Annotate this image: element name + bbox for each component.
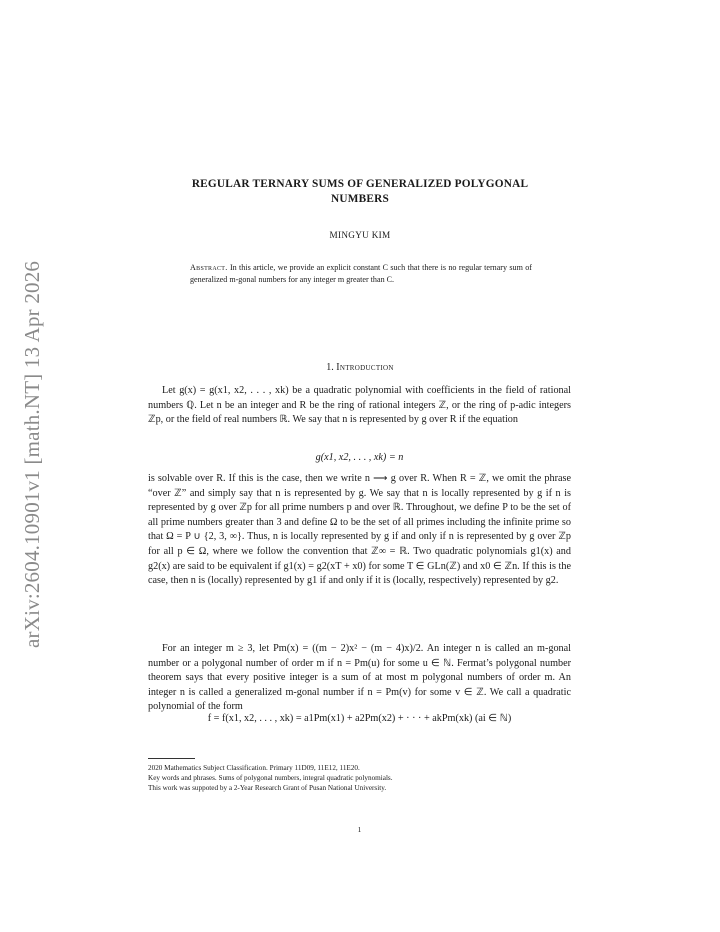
section-title: Introduction — [336, 362, 394, 373]
footnote-keywords: Key words and phrases. Sums of polygonal numbers, integral quadratic polynomials. — [148, 774, 393, 782]
footnote-funding: This work was suppoted by a 2-Year Research Grant of Pusan National University. — [148, 784, 387, 792]
footnote-divider — [148, 758, 195, 759]
paragraph-definition-represented: Let g(x) = g(x1, x2, . . . , xk) be a quadratic polynomial with coefficients in the field of rational numbers ℚ. Let n be an integer and R be the ring of rational integers ℤ, or the ring of p-adic integers ℤp, or the field of real numbers ℝ. We say that n is represented by g over R if the equation — [148, 385, 571, 426]
abstract — [190, 262, 532, 285]
footnotes — [148, 763, 571, 793]
paper-title — [140, 177, 580, 207]
title-line-2: NUMBERS — [331, 193, 389, 205]
abstract-text: In this article, we provide an explicit constant C such that there is no regular ternary sum of generalized m-gonal numbers for any integer m greater than C. — [190, 263, 532, 284]
paragraph-polygonal-numbers: For an integer m ≥ 3, let Pm(x) = ((m − 2)x² − (m − 4)x)/2. An integer n is called an m-gonal number or a polygonal number of order m if n = Pm(u) for some u ∈ ℕ. Fermat’s polygonal number theorem says that every positive integer is a sum of at most m polygonal numbers of order m. An integer n is called a generalized m-gonal number if n = Pm(v) for some v ∈ ℤ. We call a quadratic polynomial of the form — [148, 643, 571, 713]
section-number: 1. — [326, 362, 334, 373]
title-line-1: REGULAR TERNARY SUMS OF GENERALIZED POLYGONAL — [191, 178, 529, 190]
author-name: MINGYU KIM — [329, 230, 391, 240]
section-heading — [140, 362, 580, 373]
arxiv-identifier-stamp: arXiv:2604.10901v1 [math.NT] 13 Apr 2026 — [20, 260, 44, 648]
abstract-label: Abstract. — [190, 263, 228, 272]
page-number: 1 — [357, 825, 362, 834]
footnote-msc: 2020 Mathematics Subject Classification. Primary 11D09, 11E12, 11E20. — [148, 764, 360, 772]
equation-representation: g(x1, x2, . . . , xk) = n — [315, 452, 404, 463]
equation-polygonal-sum: f = f(x1, x2, . . . , xk) = a1Pm(x1) + a2Pm(x2) + · · · + akPm(xk) (ai ∈ ℕ) — [207, 713, 512, 724]
paragraph-local-representation: is solvable over R. If this is the case, then we write n ⟶ g over R. When R = ℤ, we omit the phrase “over ℤ” and simply say that n is represented by g. We say that n is locally represented by g if n is represented by g over ℤp for all prime numbers p and over ℝ. Throughout, we define P to be the set of all prime numbers greater than 3 and define Ω to be the set of all primes including the infinite prime so that Ω = P ∪ {2, 3, ∞}. Thus, n is locally represented by g if and only if n is represented by g over ℤp for all p ∈ Ω, where we follow the convention that ℤ∞ = ℝ. Two quadratic polynomials g1(x) and g2(x) are said to be equivalent if g1(x) = g2(xT + x0) for some T ∈ GLn(ℤ) and x0 ∈ ℤn. If this is the case, then n is (locally) represented by g1 if and only if it is (locally, respectively) represented by g2. — [148, 473, 571, 587]
